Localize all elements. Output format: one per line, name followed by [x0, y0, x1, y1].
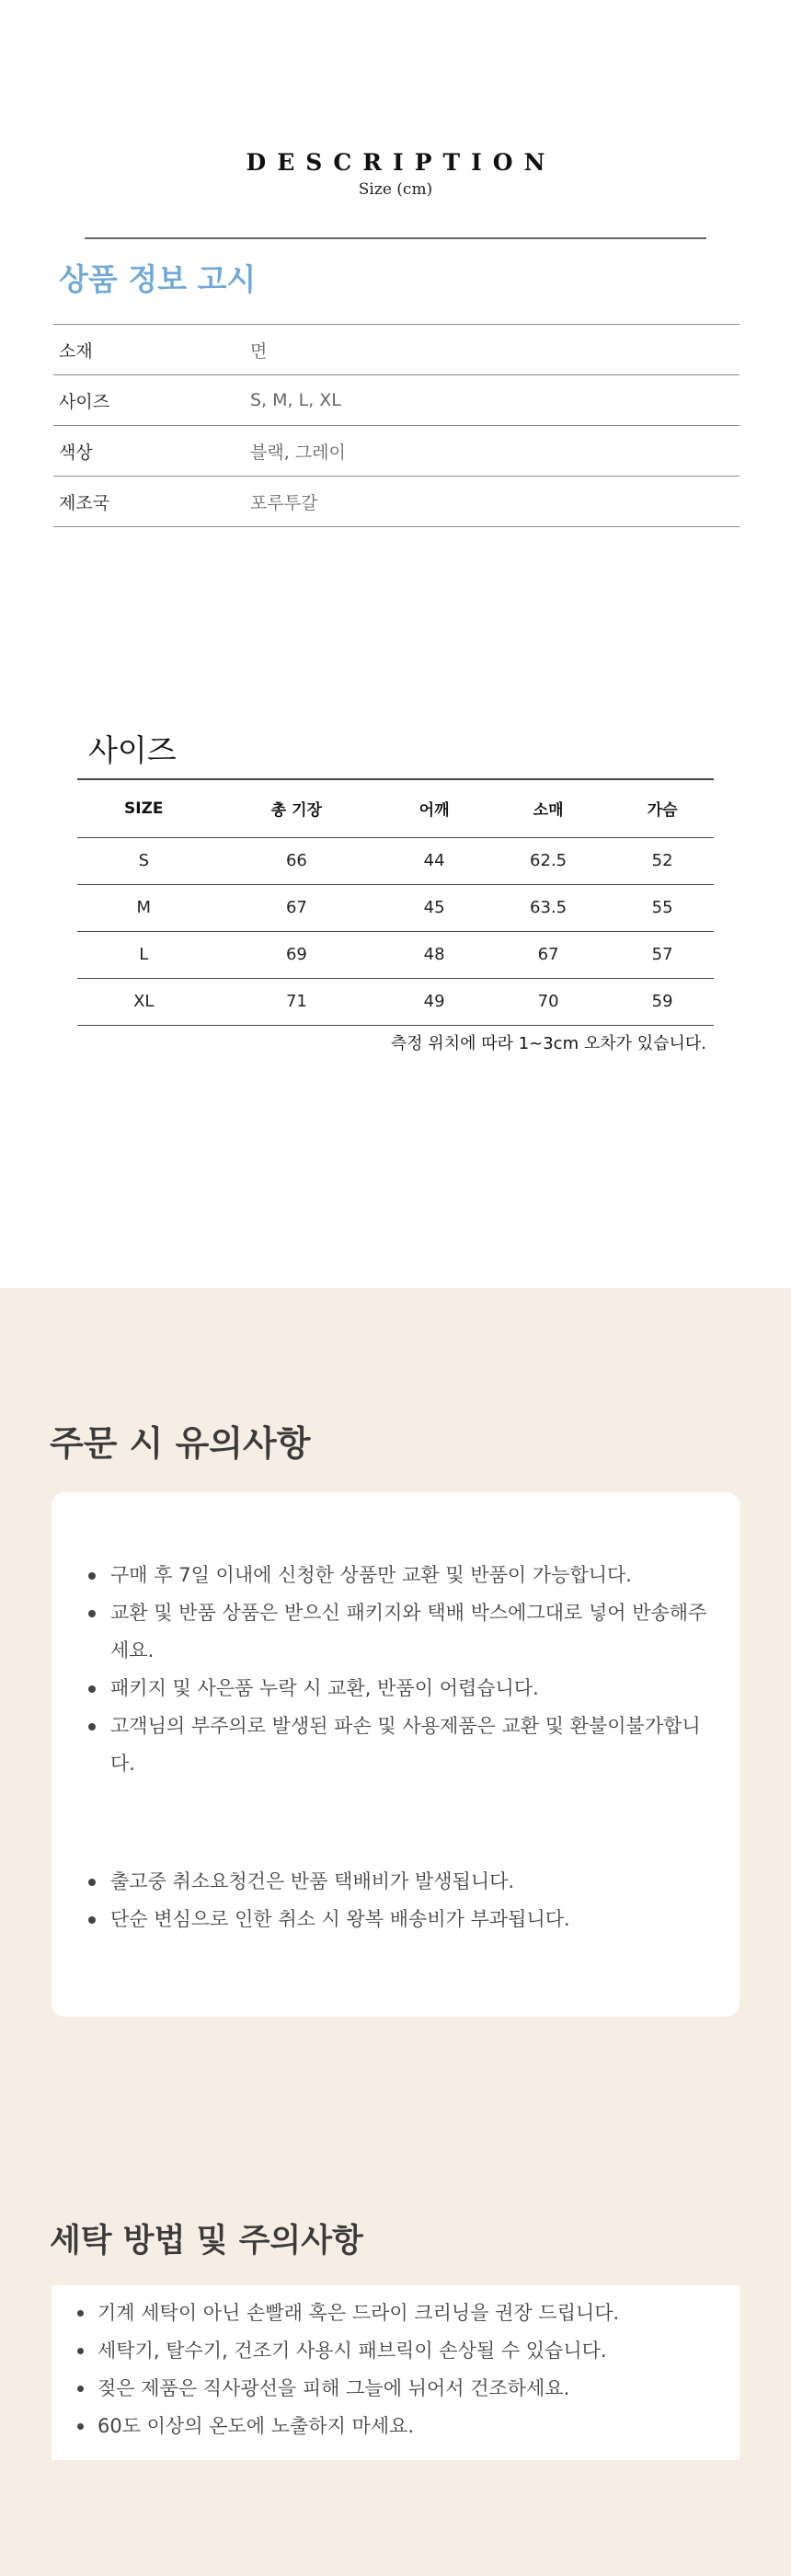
info-row-size: [53, 375, 739, 426]
size-header-cell: SIZE: [77, 779, 211, 837]
list-item: 교환 및 반품 상품은 받으신 패키지와 택배 박스에그대로 넣어 반송해주세요.: [85, 1594, 710, 1670]
size-cell: 48: [383, 931, 486, 978]
info-value: 면: [250, 340, 268, 362]
order-notice-list: [85, 1557, 710, 1783]
list-item: 출고중 취소요청건은 반품 택배비가 발생됩니다.: [85, 1863, 710, 1901]
size-header-cell: 소매: [486, 779, 611, 837]
size-chart-title: 사이즈: [88, 732, 177, 768]
list-item: 구매 후 7일 이내에 신청한 상품만 교환 및 반품이 가능합니다.: [85, 1557, 710, 1594]
info-row-color: [53, 426, 739, 477]
list-item: 고객님의 부주의로 발생된 파손 및 사용제품은 교환 및 환불이불가합니다.: [85, 1708, 710, 1783]
info-key: 색상: [59, 442, 93, 463]
size-header-cell: 총 기장: [211, 779, 384, 837]
info-key: 사이즈: [59, 391, 110, 412]
size-note: 측정 위치에 따라 1~3cm 오차가 있습니다.: [390, 1034, 706, 1053]
list-item: 패키지 및 사은품 누락 시 교환, 반품이 어렵습니다.: [85, 1670, 710, 1708]
washing-list: [74, 2294, 717, 2445]
size-cell: L: [77, 931, 211, 978]
info-value: S, M, L, XL: [250, 390, 341, 410]
table-row: [77, 978, 714, 1025]
order-notice-title: 주문 시 유의사항: [50, 1423, 311, 1464]
size-cell: 45: [383, 884, 486, 931]
washing-title: 세탁 방법 및 주의사항: [50, 2223, 363, 2260]
table-row: [77, 931, 714, 978]
size-cell: XL: [77, 978, 211, 1025]
size-header-cell: 어깨: [383, 779, 486, 837]
order-notice-list-2: [85, 1863, 710, 1938]
size-cell: 63.5: [486, 884, 611, 931]
size-table-header-row: [77, 779, 714, 837]
size-cell: 57: [611, 931, 714, 978]
size-cell: 55: [611, 884, 714, 931]
size-cell: 69: [211, 931, 384, 978]
size-cell: M: [77, 884, 211, 931]
size-cell: 44: [383, 837, 486, 884]
info-value: 블랙, 그레이: [250, 442, 346, 463]
product-info-title: 상품 정보 고시: [59, 261, 257, 297]
size-cell: 67: [486, 931, 611, 978]
size-cell: 62.5: [486, 837, 611, 884]
table-row: [77, 884, 714, 931]
size-cell: S: [77, 837, 211, 884]
description-subtitle: Size (cm): [358, 180, 433, 199]
size-cell: 59: [611, 978, 714, 1025]
size-cell: 67: [211, 884, 384, 931]
list-item: 단순 변심으로 인한 취소 시 왕복 배송비가 부과됩니다.: [85, 1901, 710, 1938]
size-cell: 49: [383, 978, 486, 1025]
size-header-cell: 가슴: [611, 779, 714, 837]
size-cell: 52: [611, 837, 714, 884]
info-key: 소재: [59, 340, 93, 362]
size-cell: 70: [486, 978, 611, 1025]
table-row: [77, 837, 714, 884]
list-item: 60도 이상의 온도에 노출하지 마세요.: [74, 2408, 717, 2445]
size-table: [77, 778, 714, 1026]
description-title: DESCRIPTION: [246, 149, 556, 176]
info-row-origin: [53, 477, 739, 527]
list-item: 기계 세탁이 아닌 손빨래 혹은 드라이 크리닝을 권장 드립니다.: [74, 2294, 717, 2332]
list-item: 젖은 제품은 직사광선을 피해 그늘에 뉘어서 건조하세요.: [74, 2370, 717, 2408]
size-cell: 71: [211, 978, 384, 1025]
info-row-material: [53, 325, 739, 375]
list-item: 세탁기, 탈수기, 건조기 사용시 패브릭이 손상될 수 있습니다.: [74, 2332, 717, 2370]
size-cell: 66: [211, 837, 384, 884]
divider: [85, 237, 706, 239]
product-info-table: [53, 324, 739, 527]
info-key: 제조국: [59, 492, 110, 513]
info-value: 포루투갈: [250, 492, 318, 513]
